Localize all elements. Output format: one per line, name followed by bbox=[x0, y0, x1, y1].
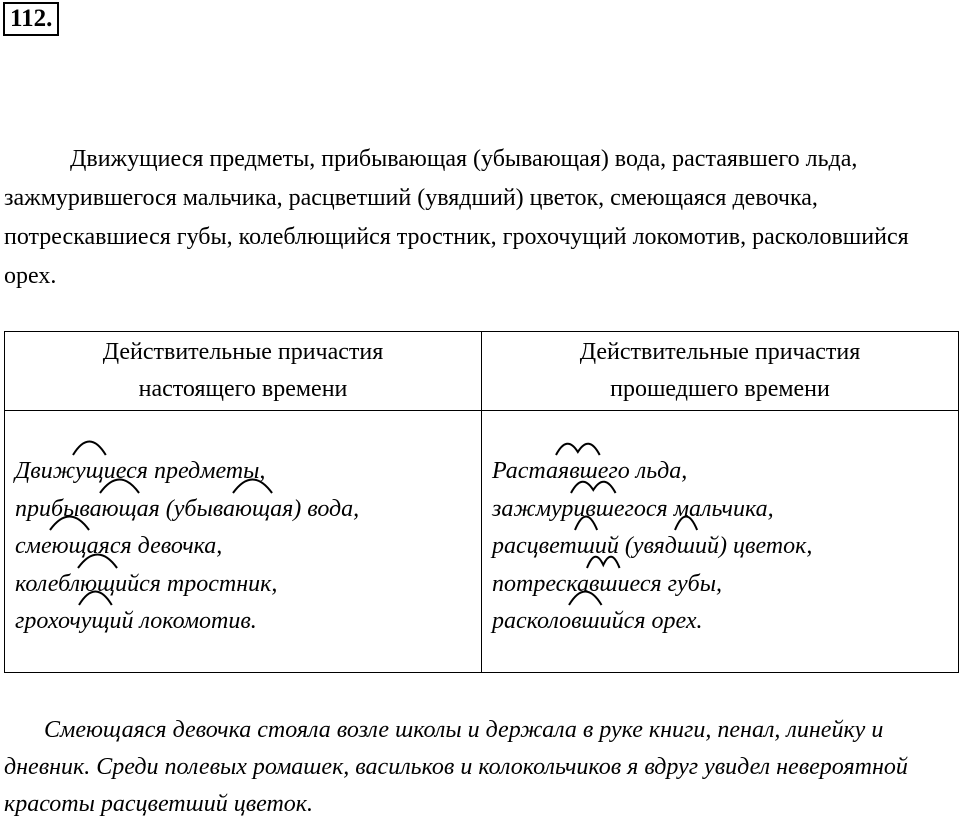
suffix-mark: ш bbox=[677, 528, 695, 566]
suffix-mark: ющ bbox=[52, 528, 87, 566]
suffix-arc-icon bbox=[78, 553, 117, 569]
word-rest: ий локомотив. bbox=[109, 608, 257, 634]
word-rest: ийся орех. bbox=[599, 608, 703, 634]
header-present bbox=[5, 332, 482, 411]
word-rest: ая (убыва bbox=[136, 495, 236, 522]
suffix-arc-icon bbox=[575, 515, 597, 531]
word-stem: потреска bbox=[492, 570, 589, 597]
suffix-mark: ш bbox=[577, 528, 595, 566]
suffix-arc-icon bbox=[556, 440, 600, 456]
header-present-line-1: Действительные причастия bbox=[102, 339, 384, 365]
word-stem: Раста bbox=[492, 458, 559, 484]
list-item bbox=[492, 453, 958, 491]
list-item bbox=[492, 528, 958, 566]
suffix-arc-icon bbox=[675, 515, 697, 531]
word-rest: его льда, bbox=[597, 458, 688, 484]
list-item bbox=[492, 603, 958, 641]
suffix-arc-icon bbox=[79, 590, 112, 606]
suffix-mark: ющ bbox=[80, 566, 115, 604]
header-present-line-2: настоящего времени bbox=[138, 376, 348, 402]
word-rest: ийся тростник, bbox=[115, 570, 278, 597]
suffix-mark: ивш bbox=[573, 491, 614, 529]
word-stem: прибыва bbox=[15, 495, 102, 522]
word-rest: егося мальчика, bbox=[613, 495, 774, 522]
word-rest: иеся губы, bbox=[617, 570, 722, 597]
word-rest: аяся девочка, bbox=[86, 533, 223, 559]
suffix-mark: ущ bbox=[75, 453, 104, 491]
final-paragraph bbox=[4, 712, 954, 823]
list-item bbox=[15, 603, 481, 641]
word-stem: расцвет bbox=[492, 533, 577, 559]
past-list bbox=[482, 411, 958, 641]
present-cell bbox=[5, 411, 482, 673]
word-rest: ий (увяд bbox=[594, 533, 677, 559]
final-paragraph-text: Смеющаяся девочка стояла возле школы и держала в руке книги, пенал, линейку и дневник. Среди полевых ромашек, васильков и колокольчиков я вдруг увидел невероятной красоты расцветший цветок. bbox=[4, 717, 908, 817]
word-rest: ая) вода, bbox=[270, 495, 360, 522]
word-stem: Движ bbox=[15, 458, 76, 484]
participles-table bbox=[4, 331, 959, 673]
past-cell bbox=[482, 411, 959, 673]
present-list bbox=[5, 411, 481, 641]
suffix-arc-icon bbox=[587, 553, 620, 569]
task-paragraph bbox=[4, 140, 949, 296]
suffix-mark: ющ bbox=[235, 491, 270, 529]
header-past-line-1: Действительные причастия bbox=[579, 339, 861, 365]
word-stem: расколо bbox=[492, 608, 572, 634]
suffix-mark: вш bbox=[589, 566, 618, 604]
word-stem: сме bbox=[15, 533, 52, 559]
suffix-arc-icon bbox=[100, 478, 139, 494]
suffix-arc-icon bbox=[73, 440, 106, 456]
exercise-number: 112. bbox=[3, 2, 59, 36]
suffix-arc-icon bbox=[571, 478, 616, 494]
suffix-mark: вш bbox=[571, 603, 600, 641]
list-item bbox=[492, 491, 958, 529]
suffix-mark: явш bbox=[558, 453, 598, 491]
word-rest: ий) цветок, bbox=[695, 533, 813, 559]
task-paragraph-text: Движущиеся предметы, прибывающая (убывающая) вода, растаявшего льда, зажмурившегося мальчика, расцветший (увядший) цветок, смеющаяся девочка, потрескавшиеся губы, колеблющийся тростник, грохочущий локомотив, расколовшийся орех. bbox=[4, 146, 909, 289]
header-past bbox=[482, 332, 959, 411]
word-rest: иеся предметы, bbox=[103, 458, 266, 484]
suffix-mark: ущ bbox=[81, 603, 110, 641]
word-stem: зажмур bbox=[492, 495, 574, 522]
suffix-arc-icon bbox=[50, 515, 89, 531]
word-stem: грохоч bbox=[15, 608, 81, 634]
word-stem: колебл bbox=[15, 570, 81, 597]
list-item bbox=[492, 566, 958, 604]
suffix-mark: ющ bbox=[102, 491, 137, 529]
suffix-arc-icon bbox=[569, 590, 602, 606]
header-past-line-2: прошедшего времени bbox=[610, 376, 830, 402]
suffix-arc-icon bbox=[233, 478, 272, 494]
